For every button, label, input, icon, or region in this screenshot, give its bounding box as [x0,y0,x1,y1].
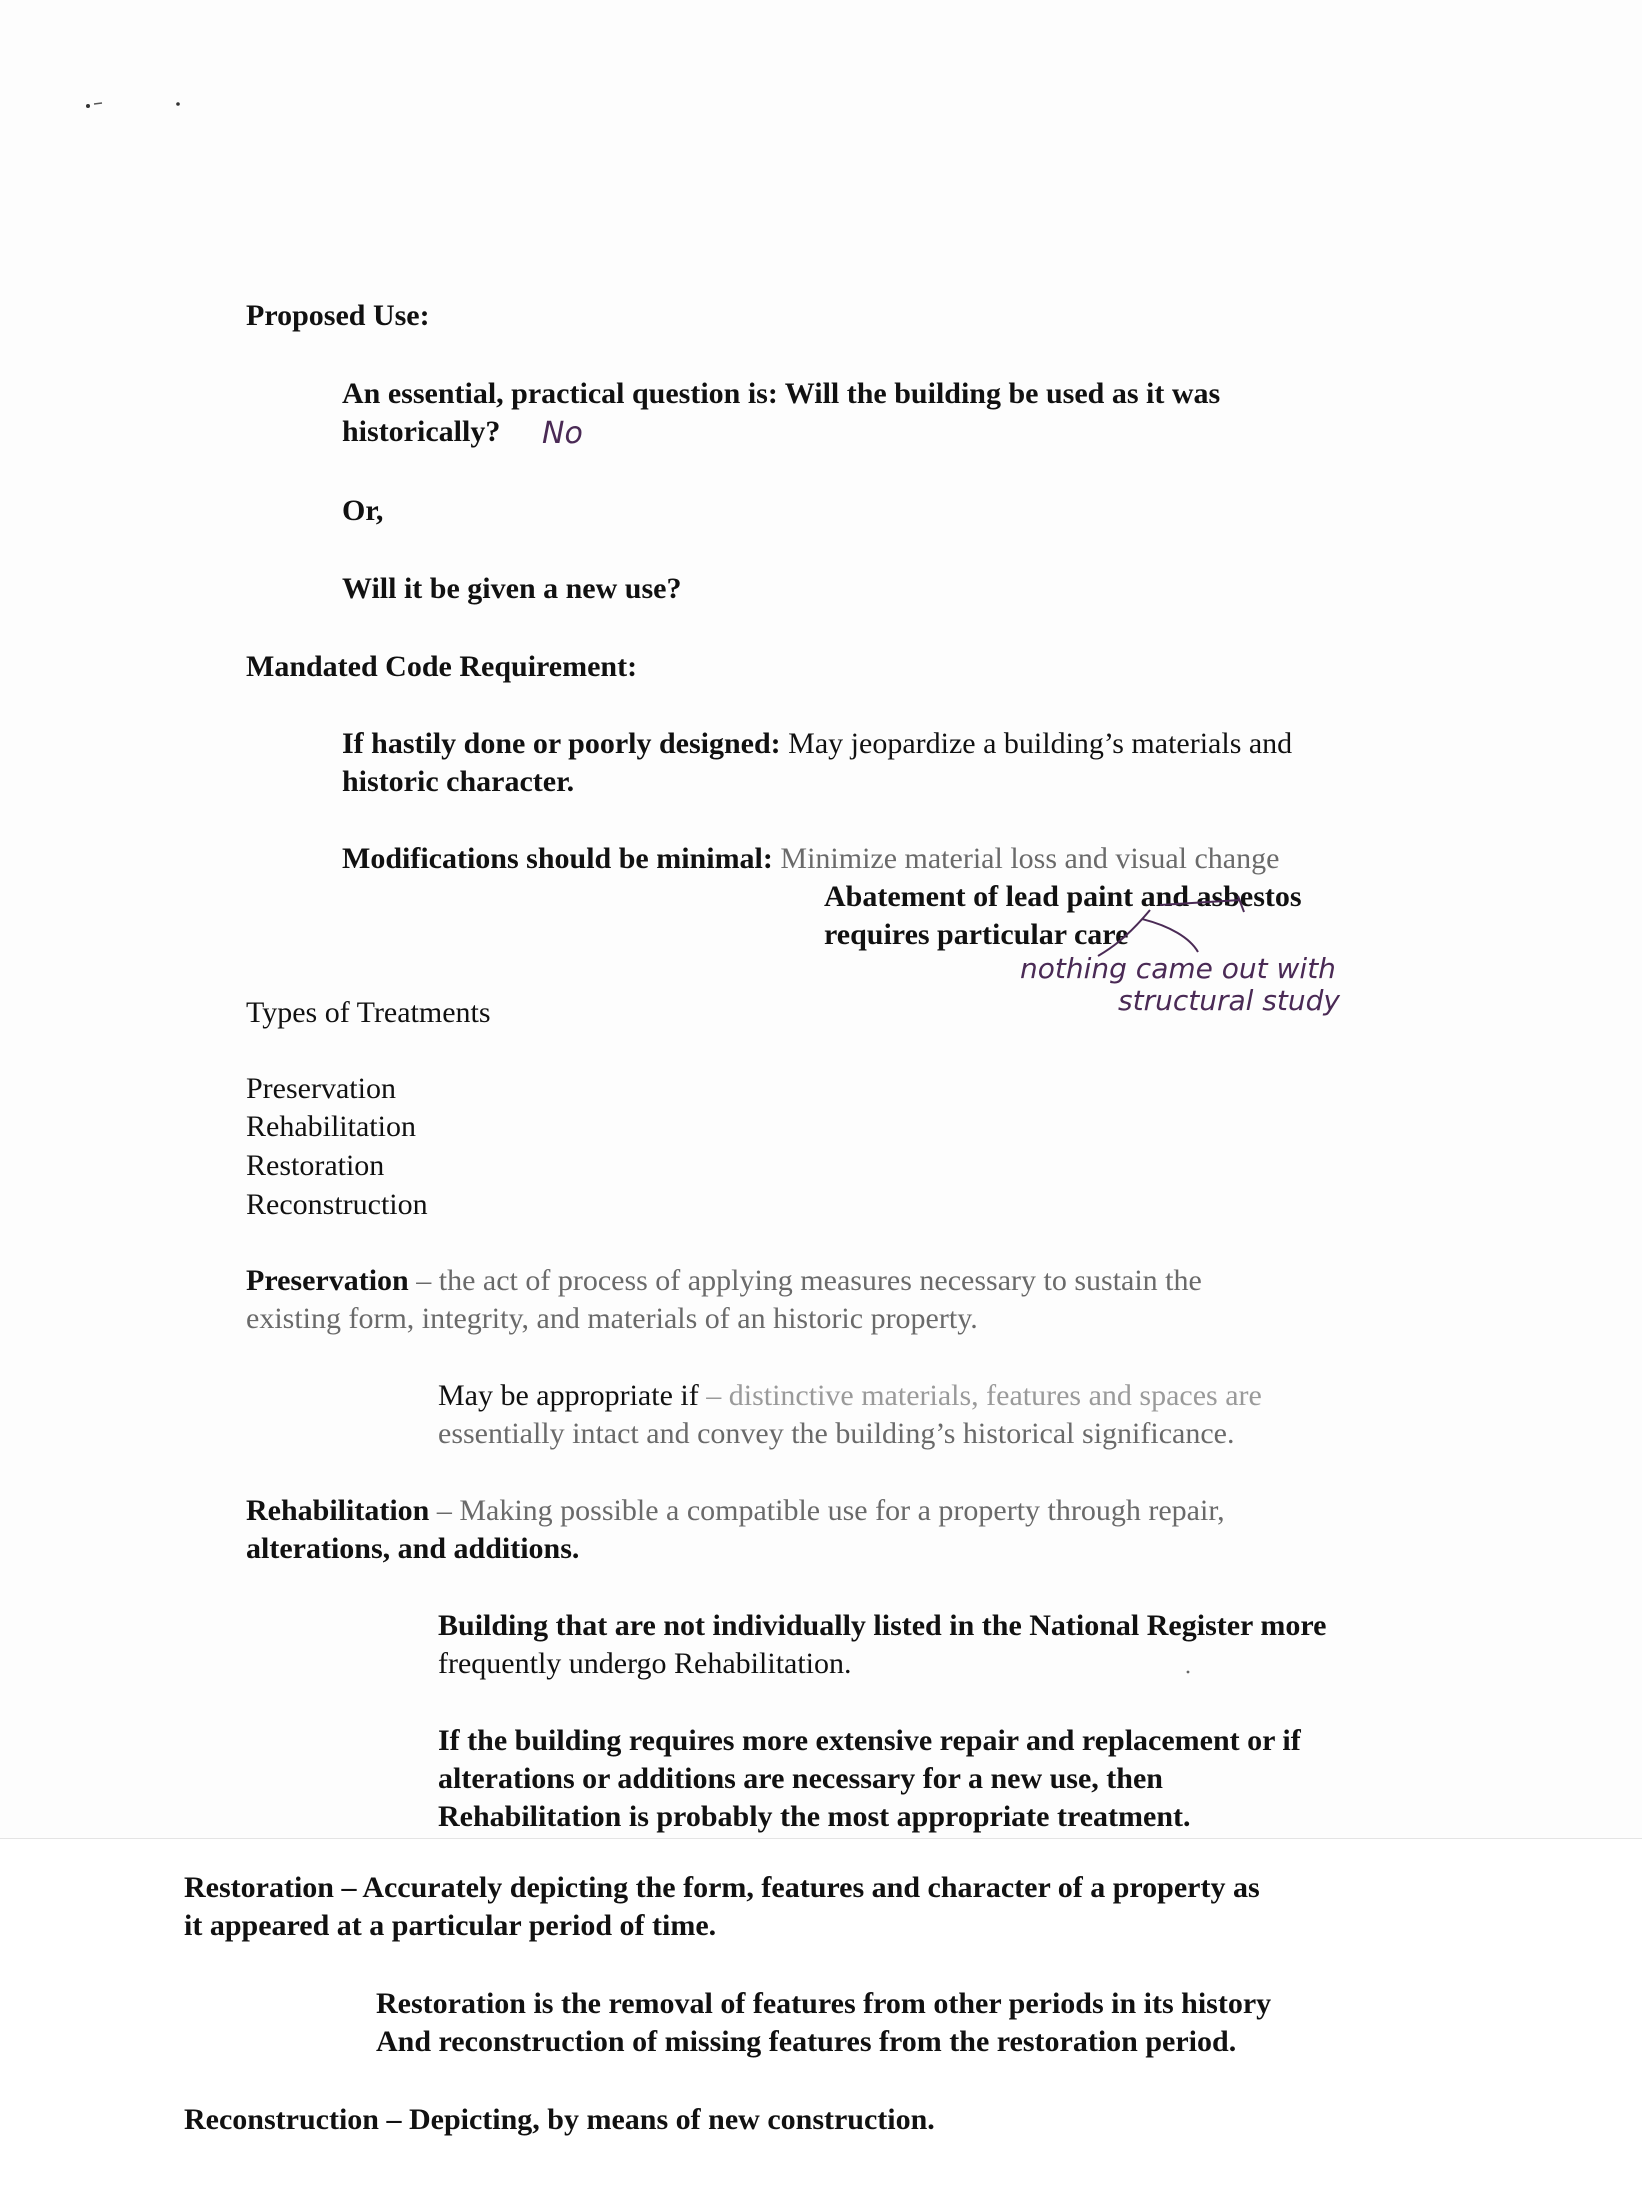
mandated-code-heading: Mandated Code Requirement: [246,650,638,683]
hastily-line2: historic character. [342,765,575,798]
preservation-def-line2: existing form, integrity, and materials of an historic property. [246,1302,978,1335]
appropriate-text1: – distinctive materials, features and spaces are [698,1379,1262,1412]
appropriate-label: May be appropriate if [438,1379,699,1412]
hastily-label: If hastily done or poorly designed: [342,727,781,760]
restoration-note-line2: And reconstruction of missing features from the restoration period. [376,2025,1237,2058]
restoration-note-line1: Restoration is the removal of features from other periods in its history [376,1987,1272,2020]
handwritten-note-line1: nothing came out with [1020,952,1336,985]
rehabilitation-def-line2: alterations, and additions. [246,1532,580,1565]
reconstruction-term: Reconstruction [184,2103,379,2136]
preservation-def-text1: – the act of process of applying measures necessary to sustain the [408,1264,1202,1297]
proposed-use-heading: Proposed Use: [246,299,430,332]
types-heading: Types of Treatments [246,996,491,1029]
reconstruction-def-text: – Depicting, by means of new construction. [378,2103,935,2136]
new-use-question: Will it be given a new use? [342,572,682,605]
modifications-text: Minimize material loss and visual change [780,842,1280,875]
pasted-lower-section [0,1838,1642,2201]
preservation-appropriate-line2: essentially intact and convey the building’s historical significance. [438,1417,1235,1450]
handwritten-note-line2: structural study [1118,984,1340,1017]
rehabilitation-note2-line1: If the building requires more extensive repair and replacement or if [438,1724,1301,1757]
rehabilitation-def-line1 [246,1492,1225,1530]
types-item-reconstruction: Reconstruction [246,1188,428,1221]
types-item-preservation: Preservation [246,1072,396,1105]
types-item-restoration: Restoration [246,1149,385,1182]
rehabilitation-term: Rehabilitation [246,1494,430,1527]
restoration-term: Restoration [184,1871,334,1904]
abatement-line1: Abatement of lead paint and asbestos [824,880,1302,913]
handwritten-answer-no: No [542,416,583,451]
restoration-def-text1: – Accurately depicting the form, features and character of a property as [333,1871,1260,1904]
or-text: Or, [342,494,384,527]
preservation-appropriate-line1 [438,1377,1262,1415]
rehabilitation-note1-line1: Building that are not individually listed in the National Register more [438,1609,1327,1642]
preservation-term: Preservation [246,1264,409,1297]
restoration-def-line2: it appeared at a particular period of time. [184,1909,717,1942]
hastily-text1: May jeopardize a building’s materials and [788,727,1293,760]
reconstruction-def-line [184,2101,935,2139]
rehabilitation-def-text1: – Making possible a compatible use for a property through repair, [429,1494,1225,1527]
types-item-rehabilitation: Rehabilitation [246,1110,416,1143]
rehabilitation-note2-line2: alterations or additions are necessary for a new use, then [438,1762,1163,1795]
preservation-def-line1 [246,1262,1202,1300]
rehabilitation-note1-line2: frequently undergo Rehabilitation. [438,1647,852,1680]
proposed-use-question-line1: An essential, practical question is: Will the building be used as it was [342,377,1221,410]
restoration-def-line1 [184,1869,1260,1907]
modifications-label: Modifications should be minimal: [342,842,773,875]
abatement-line2: requires particular care [824,918,1129,951]
proposed-use-question-line2: historically? [342,415,501,448]
rehabilitation-note2-line3: Rehabilitation is probably the most appropriate treatment. [438,1800,1191,1833]
